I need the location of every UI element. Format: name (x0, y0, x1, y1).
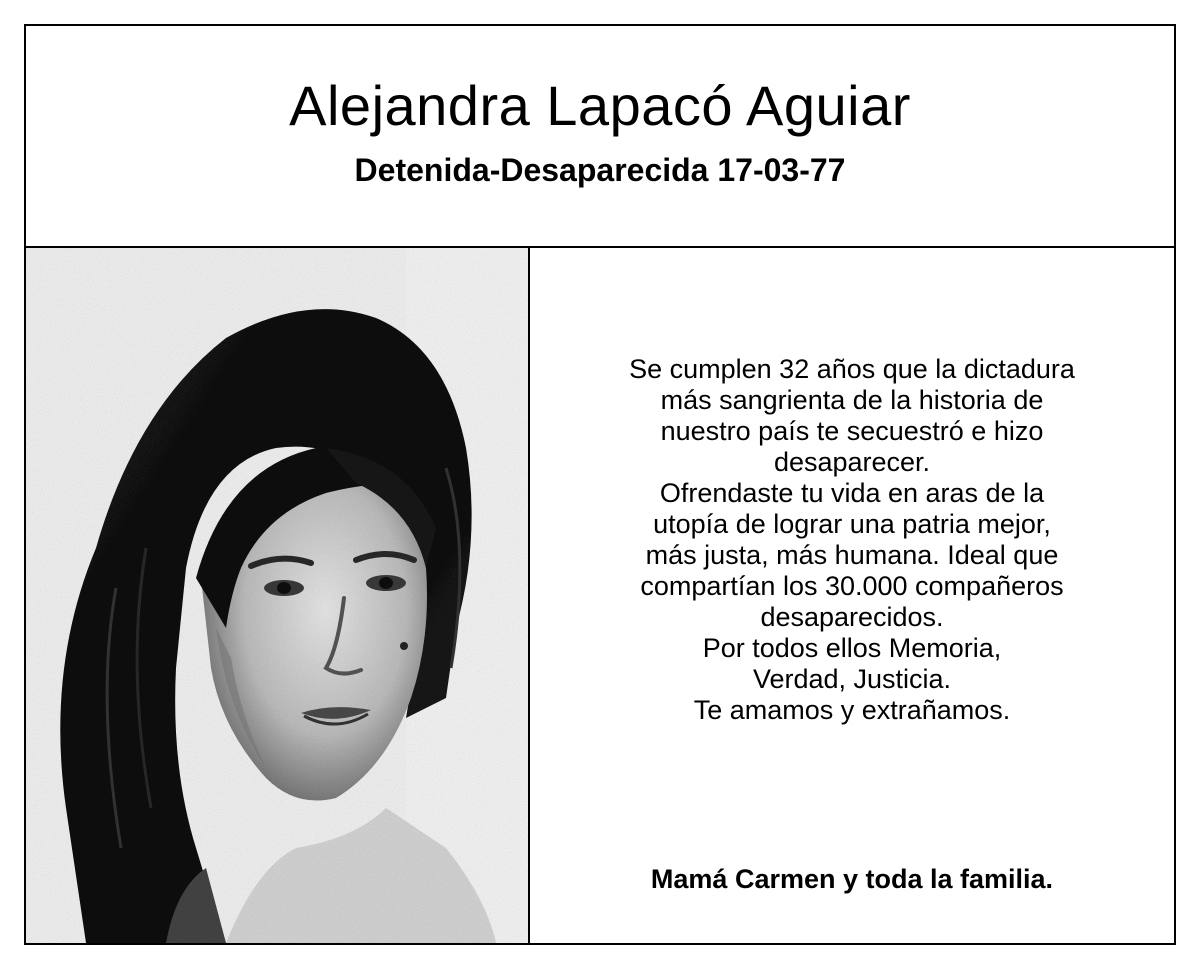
memorial-message (530, 248, 1174, 943)
message-line: más justa, más humana. Ideal que (645, 540, 1059, 570)
notice-header (26, 26, 1174, 248)
message-line: Ofrendaste tu vida en aras de la (659, 478, 1045, 508)
message-line: desaparecer. (773, 447, 931, 477)
message-line: Te amamos y extrañamos. (693, 695, 1011, 725)
family-signature: Mamá Carmen y toda la familia. (650, 864, 1054, 894)
person-name: Alejandra Lapacó Aguiar (289, 74, 911, 137)
message-line: Por todos ellos Memoria, (702, 633, 1002, 663)
portrait-illustration (26, 248, 528, 943)
message-line: nuestro país te secuestró e hizo (660, 416, 1044, 446)
message-line: desaparecidos. (760, 602, 944, 632)
message-line: Verdad, Justicia. (752, 664, 952, 694)
portrait-photo (26, 248, 530, 943)
message-line: más sangrienta de la historia de (660, 385, 1044, 415)
memorial-notice (24, 24, 1176, 945)
message-line: utopía de lograr una patria mejor, (653, 509, 1051, 539)
message-line: compartían los 30.000 compañeros (640, 571, 1064, 601)
message-line: Se cumplen 32 años que la dictadura (629, 354, 1075, 384)
message-body (530, 354, 1174, 726)
disappearance-status: Detenida-Desaparecida 17-03-77 (354, 152, 846, 188)
